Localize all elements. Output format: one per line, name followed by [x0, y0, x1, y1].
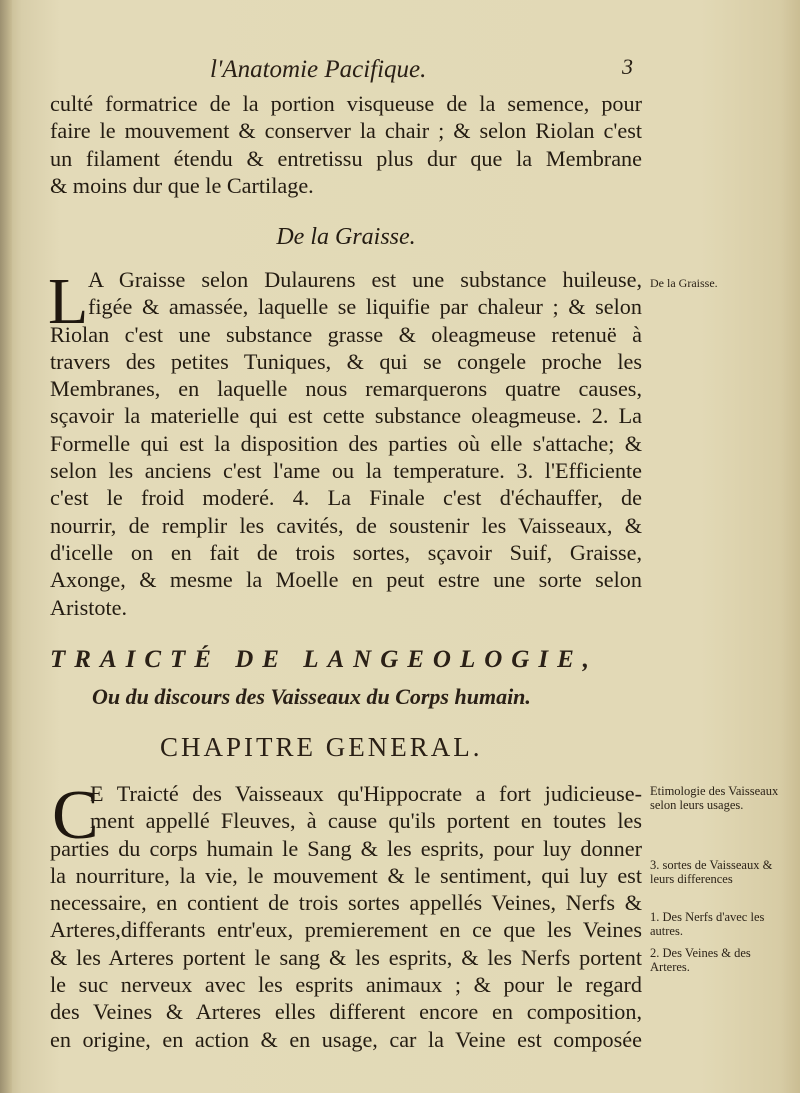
chapter-paragraph: [50, 777, 642, 1053]
margin-note-veines: 2. Des Veines & des Arteres.: [650, 946, 751, 974]
drop-cap-c: C: [52, 777, 99, 854]
text-line: nourrir, de remplir les cavités, de soustenir les Vaisseaux, &: [50, 512, 642, 538]
text-line: la nourriture, la vie, le mouvement & le sentiment, qui luy est: [50, 862, 642, 888]
text-line: Axonge, & mesme la Moelle en peut estre une sorte selon: [50, 567, 642, 593]
text-line: sçavoir la materielle qui est cette substance oleagmeuse. 2. La: [50, 403, 642, 429]
page-gutter-shadow: [0, 0, 12, 1093]
margin-note-graisse: De la Graisse.: [650, 276, 718, 290]
running-header: [0, 56, 800, 90]
margin-note-sortes: 3. sortes de Vaisseaux & leurs differences: [650, 858, 773, 886]
text-line: d'icelle on en fait de trois sortes, sçavoir Suif, Graisse,: [50, 539, 642, 565]
text-line: & moins dur que le Cartilage.: [50, 172, 314, 198]
text-line: travers des petites Tuniques, & qui se congele proche les: [50, 348, 642, 374]
text-line: Arteres,differants entr'eux, premierement en ce que les Veines: [50, 917, 642, 943]
treatise-subtitle: Ou du discours des Vaisseaux du Corps humain.: [92, 684, 531, 709]
intro-paragraph: [50, 90, 642, 199]
text-line: c'est le froid moderé. 4. La Finale c'est d'échauffer, de: [50, 485, 642, 511]
text-line: ment appellé Fleuves, à cause qu'ils portent en toutes les: [90, 808, 642, 834]
drop-cap-l: L: [48, 265, 89, 338]
text-line: & les Arteres portent le sang & les esprits, & les Nerfs portent: [50, 944, 642, 970]
text-line: un filament étendu & entretissu plus dur que la Membrane: [50, 145, 642, 171]
text-line: E Traicté des Vaisseaux qu'Hippocrate a fort judicieuse-: [90, 781, 642, 806]
text-line: parties du corps humain le Sang & les esprits, pour luy donner: [50, 835, 642, 861]
text-line: Riolan c'est une substance grasse & oleagmeuse retenuë à: [50, 321, 642, 347]
text-line: Membranes, en laquelle nous remarquerons quatre causes,: [50, 376, 642, 402]
text-line: culté formatrice de la portion visqueuse de la semence, pour: [50, 91, 642, 116]
running-title: l'Anatomie Pacifique.: [210, 56, 427, 83]
text-line: en origine, en action & en usage, car la Veine est composée: [50, 1026, 642, 1052]
text-line: Formelle qui est la disposition des parties où elle s'attache; &: [50, 430, 642, 456]
text-line: selon les anciens c'est l'ame ou la temperature. 3. l'Efficiente: [50, 458, 642, 484]
chapter-title: CHAPITRE GENERAL.: [160, 732, 483, 762]
text-line: necessaire, en contient de trois sortes appellés Veines, Nerfs &: [50, 890, 642, 916]
page-number: 3: [622, 54, 633, 79]
text-line: des Veines & Arteres elles different encore en composition,: [50, 999, 642, 1025]
section-title-graisse: De la Graisse.: [276, 224, 416, 250]
treatise-title: TRAICTÉ DE LANGEOLOGIE,: [50, 646, 599, 673]
text-line: le suc nerveux avec les esprits animaux ; & pour le regard: [50, 972, 642, 998]
text-line: A Graisse selon Dulaurens est une substance huileuse,: [88, 267, 642, 292]
margin-note-etimologie: Etimologie des Vaisseaux selon leurs usages.: [650, 784, 779, 812]
text-line: figée & amassée, laquelle se liquifie par chaleur ; & selon: [88, 294, 642, 320]
text-line: faire le mouvement & conserver la chair ; & selon Riolan c'est: [50, 118, 642, 144]
text-line: Aristote.: [50, 594, 128, 620]
graisse-paragraph: [50, 266, 642, 621]
margin-note-nerfs: 1. Des Nerfs d'avec les autres.: [650, 910, 765, 938]
